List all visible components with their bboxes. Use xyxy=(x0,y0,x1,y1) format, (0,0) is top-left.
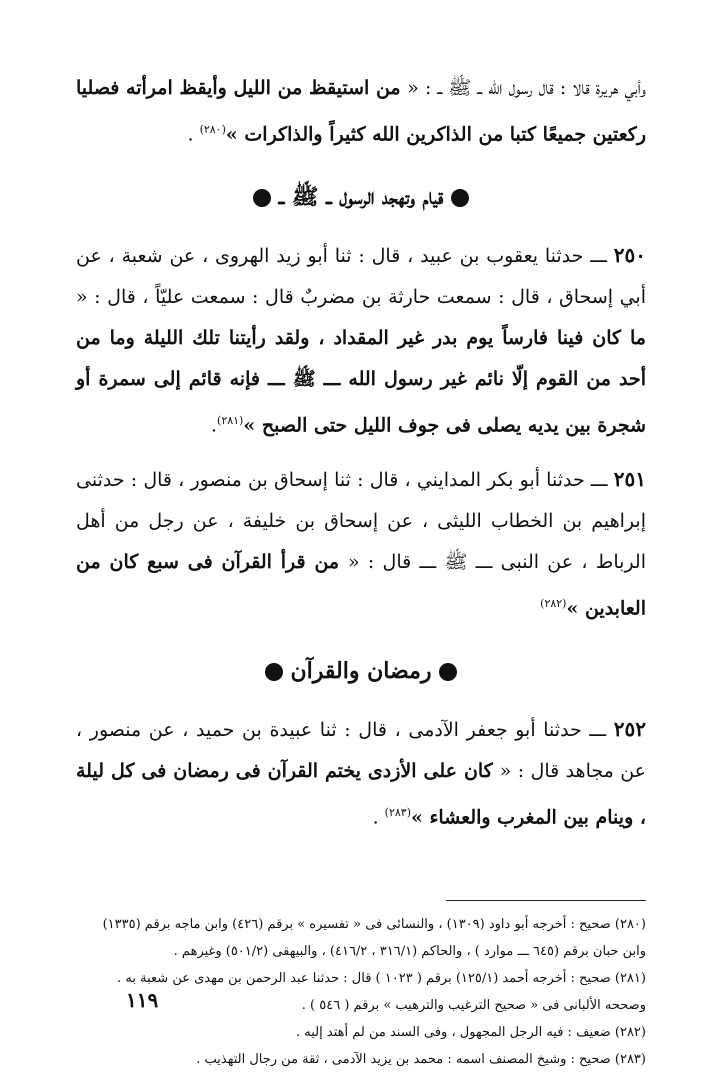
footnote: (٢٨٢) ضعيف : فيه الرجل المجهول ، وفى السند من لم أهتد إليه . xyxy=(296,1025,646,1041)
footnote-ref-282: (٢٨٢) xyxy=(540,596,567,610)
hadith-end: . xyxy=(372,806,385,829)
hadith-251 xyxy=(76,459,646,629)
hadith-matn: ما كان فينا فارساً يوم بدر غير المقداد ، ولقد رأيتنا تلك الليلة وما من أحد من القوم إلّا نائم غير رسول الله ـــ ﷺ ـــ فإنه قائم إلى سمرة أو شجرة بين يديه يصلى فى جوف الليل حتى الصبح » xyxy=(76,327,646,437)
footnote-divider xyxy=(446,900,646,901)
bullet-icon xyxy=(265,663,283,681)
hadith-matn: من قرأ القرآن فى سبع كان من العابدين » xyxy=(76,550,646,619)
footnote: (٢٨٠) صحيح : أخرجه أبو داود (١٣٠٩) ، والنسائى فى « تفسيره » برقم (٤٢٦) وابن ماجه برقم (١٣٣٥) وابن حبان برقم (٦٤٥ ـــ موارد ) ، والحاكم (٣١٦/١ ، ٤١٦/٢) ، والبيهقى (٥٠١/٢) وغيرهم . xyxy=(102,917,646,960)
page-number: ١١٩ xyxy=(126,988,159,1012)
section-heading-qiyam xyxy=(76,177,646,217)
hadith-250 xyxy=(76,235,646,446)
footnote: (٢٨١) صحيح : أخرجه أحمد (١٢٥/١) برقم ( ١٠٢٣ ) قال : حدثنا عبد الرحمن بن مهدى عن شعبة به . xyxy=(117,971,646,987)
intro-end: . xyxy=(187,123,200,146)
section-title: قيام وتهجد الرسول ــ ﷺ ــ xyxy=(278,184,444,211)
intro-hadith: من استيقظ من الليل وأيقظ امرأته فصليا ركعتين جميعًا كتبا من الذاكرين الله كثيراً والذاكرات » xyxy=(76,77,646,146)
bullet-icon xyxy=(253,189,271,207)
footnote-ref-283: (٢٨٣) xyxy=(384,805,411,819)
hadith-number: ٢٥٠ xyxy=(613,243,646,268)
hadith-number: ٢٥٢ xyxy=(613,716,646,741)
bullet-icon xyxy=(451,189,469,207)
bullet-icon xyxy=(439,663,457,681)
footnote-ref-280: (٢٨٠) xyxy=(199,123,226,136)
intro-paragraph xyxy=(76,68,646,155)
hadith-end: . xyxy=(210,414,218,437)
intro-text: وأبي هريرة قالا : قال رسول الله ــ ﷺ ــ : « xyxy=(407,77,646,99)
footnote-ref-281: (٢٨١) xyxy=(217,414,244,428)
footnote: (٢٨٣) صحيح : وشيخ المصنف اسمه : محمد بن يزيد الآدمى ، ثقة من رجال التهذيب . xyxy=(196,1052,646,1068)
hadith-252 xyxy=(76,709,646,838)
footnotes xyxy=(76,911,646,1073)
hadith-matn: كان على الأزدى يختم القرآن فى رمضان فى كل ليلة ، وينام بين المغرب والعشاء » xyxy=(76,759,646,829)
hadith-chain: ـــ حدثنا يعقوب بن عبيد ، قال : ثنا أبو زيد الهروى ، عن شعبة ، عن أبي إسحاق ، قال : سمعت حارثة بن مضربٌ قال : سمعت عليّاً ، قال : « xyxy=(76,245,646,309)
hadith-chain: ـــ حدثنا أبو بكر المدايني ، قال : ثنا إسحاق بن منصور ، قال : حدثنى إبراهيم بن الخطاب الليثى ، عن إسحاق بن خليفة ، عن رجل من أهل الرباط ، عن النبى ـــ ﷺ ـــ قال : « xyxy=(76,468,646,573)
hadith-number: ٢٥١ xyxy=(613,466,646,491)
footnote: وصححه الألبانى فى « صحيح الترغيب والترهيب » برقم ( ٥٤٦ ) . xyxy=(301,998,646,1014)
section-title: رمضان والقرآن xyxy=(290,657,432,684)
section-heading-ramadan xyxy=(76,651,646,691)
hadith-chain: ـــ حدثنا أبو جعفر الآدمى ، قال : ثنا عبيدة بن حميد ، عن منصور ، عن مجاهد قال : « xyxy=(76,718,646,782)
